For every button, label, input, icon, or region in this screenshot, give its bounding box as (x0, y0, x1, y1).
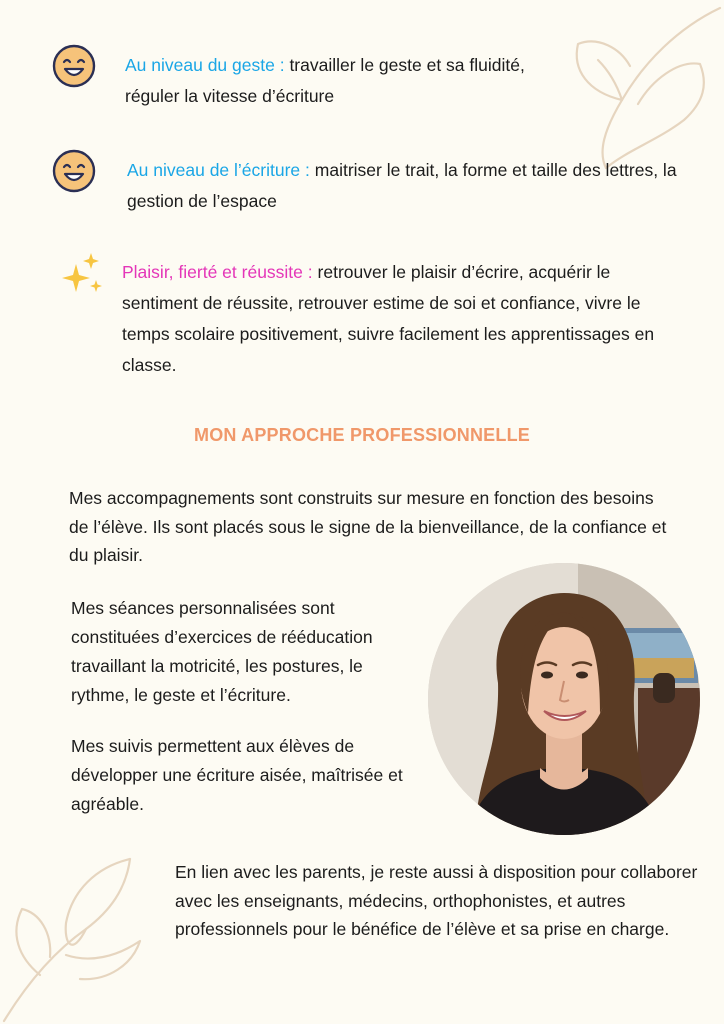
benefit-text (127, 155, 687, 217)
benefit-item-pleasure (0, 248, 724, 388)
smiling-face-icon (51, 148, 97, 194)
sparkles-icon (58, 250, 106, 300)
smiling-face-icon (51, 43, 97, 89)
benefit-text (122, 257, 682, 381)
section-title: MON APPROCHE PROFESSIONNELLE (194, 425, 530, 445)
benefit-description: retrouver le plaisir d’écrire, acquérir le sentiment de réussite, retrouver estime de soi et confiance, vivre le temps scolaire positivement, suivre facilement les apprentissages en classe. (122, 262, 655, 375)
portrait-photo (428, 563, 700, 835)
intro-paragraph: Mes accompagnements sont construits sur mesure en fonction des besoins de l’élève. Ils sont placés sous le signe de la bienveillance, de la confiance et du plaisir. (69, 488, 667, 565)
follow-up-paragraph: Mes suivis permettent aux élèves de développer une écriture aisée, maîtrisée et agréable. (71, 736, 403, 814)
benefit-description: maitriser le trait, la forme et taille des lettres, la gestion de l’espace (127, 160, 677, 211)
benefit-highlight: Au niveau de l’écriture : (127, 160, 310, 180)
benefit-item-writing (0, 145, 724, 220)
sessions-paragraph: Mes séances personnalisées sont constituées d’exercices de rééducation travaillant la motricité, les postures, le rythme, le geste et l’écriture. (71, 598, 373, 705)
parents-paragraph: En lien avec les parents, je reste aussi à disposition pour collaborer avec les enseignants, médecins, orthophonistes, et autres professionnels pour le bénéfice de l’élève et sa prise en charge. (175, 862, 698, 939)
leaf-decoration-icon (0, 845, 150, 1024)
benefit-description: travailler le geste et sa fluidité, réguler la vitesse d’écriture (125, 55, 525, 106)
benefit-highlight: Plaisir, fierté et réussite : (122, 262, 313, 282)
benefit-text (125, 50, 545, 112)
benefit-item-gesture (0, 40, 724, 115)
benefit-highlight: Au niveau du geste : (125, 55, 285, 75)
